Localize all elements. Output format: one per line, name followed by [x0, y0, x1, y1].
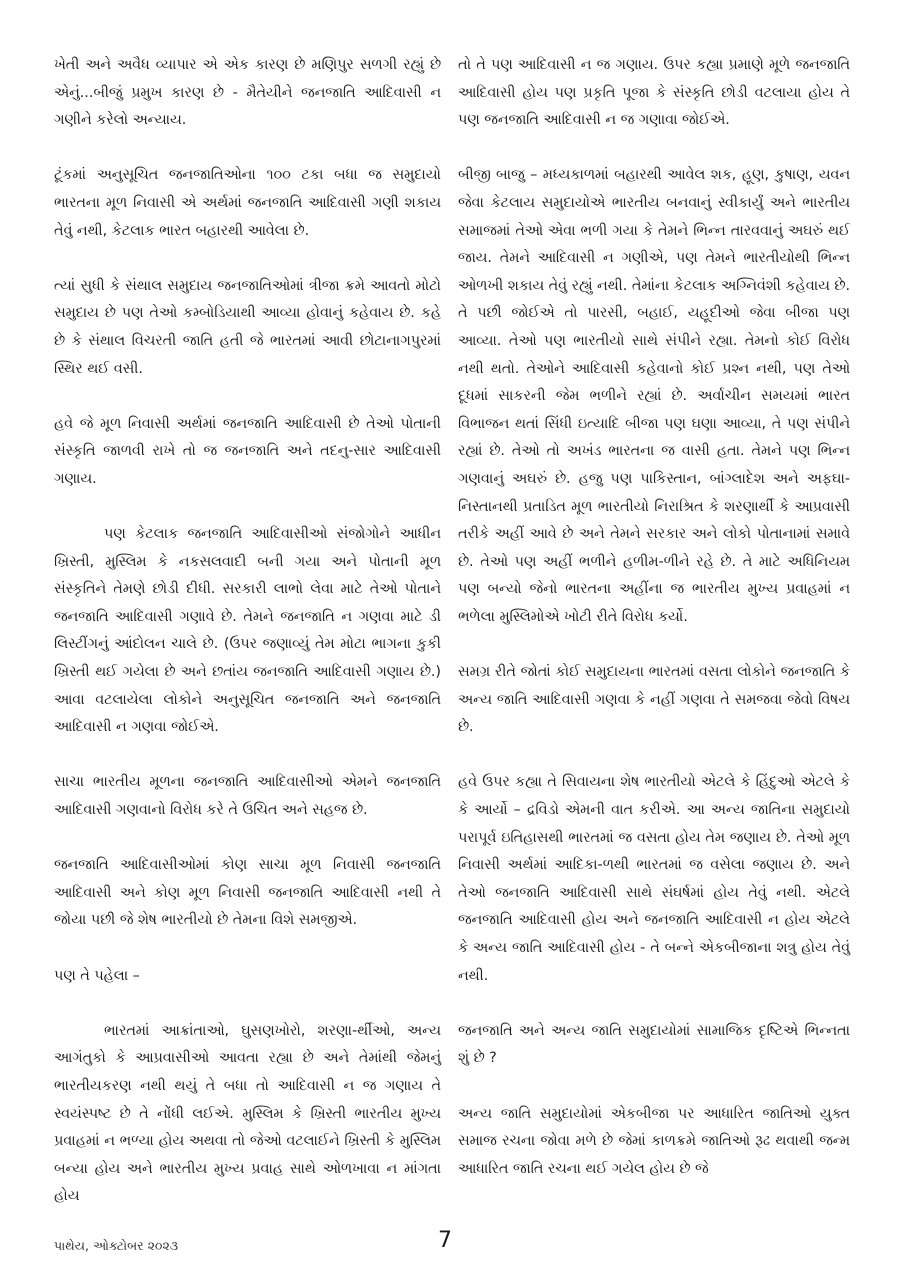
paragraph: હવે ઉપર કહ્યા તે સિવાયના શેષ ભારતીયો એટલે કે હિંદુઓ એટલે કે કે આર્યો – દ્રવિડો એમની વાત કરીએ. આ અન્ય જાતિના સમુદાયો પરાપૂર્વ ઇતિહાસથી ભારતમાં જ વસતા હોય તેમ જણાય છે. તેઓ મૂળ નિવાસી અર્થમાં આદિકા-ળથી ભારતમાં જ વસેલા જણાય છે. અને તેઓ જનજાતિ આદિવાસી સાથે સંઘર્ષમાં હોય તેવું નથી. એટલે જનજાતિ આદિવાસી હોય અને જનજાતિ આદિવાસી ન હોય એટલે કે અન્ય જાતિ આદિવાસી હોય - તે બન્ને એકબીજાના શત્રુ હોય તેવું નથી.	[458, 774, 850, 984]
publication-footer: પાથેય, ઓક્ટોબર ૨૦૨૩	[54, 1238, 179, 1253]
paragraph: જનજાતિ આદિવાસીઓમાં કોણ સાચા મૂળ નિવાસી જનજાતિ આદિવાસી અને કોણ મૂળ નિવાસી જનજાતિ આદિવાસી નથી તે જોયા પછી જે શેષ ભારતીયો છે તેમના વિશે સમજીએ.	[54, 857, 441, 929]
paragraph: પણ કેટલાક જનજાતિ આદિવાસીઓ સંજોગોને આધીન ખ્રિસ્તી, મુસ્લિમ કે નકસલવાદી બની ગયા અને પોતાની મૂળ સંસ્કૃતિને તેમણે છોડી દીધી. સરકારી લાભો લેવા માટે તેઓ પોતાને જનજાતિ આદિવાસી ગણાવે છે. તેમને જનજાતિ ન ગણવા માટે ડી લિસ્ટીંગનું આંદોલન ચાલે છે. (ઉપર જણાવ્યું તેમ મોટા ભાગના કુકી ખ્રિસ્તી થઈ ગયેલા છે અને છતાંય જનજાતિ આદિવાસી ગણાય છે.) આવા વટલાયેલા લોકોને અનુસૂચિત જનજાતિ અને જનજાતિ આદિવાસી ન ગણવા જોઈએ.	[54, 526, 441, 736]
paragraph: ત્યાં સુધી કે સંથાલ સમુદાય જનજાતિઓમાં ત્રીજા ક્રમે આવતો મોટો સમુદાય છે પણ તેઓ કમ્બોડિયાથી આવ્યા હોવાનું કહેવાય છે. કહે છે કે સંથાલ વિચરતી જાતિ હતી જે ભારતમાં આવી છોટાનાગપુરમાં સ્થિર થઈ વસી.	[54, 277, 441, 377]
paragraph: ભારતમાં આક્રાંતાઓ, ઘુસણખોરો, શરણા-ર્થીઓ, અન્ય આગંતુકો કે આપ્રવાસીઓ આવતા રહ્યા છે અને તેમાંથી જેમનું ભારતીયકરણ નથી થયું તે બધા તો આદિવાસી ન જ ગણાય તે સ્વયંસ્પષ્ટ છે તે નોંધી લઈએ. મુસ્લિમ કે ખ્રિસ્તી ભારતીય મુખ્ય પ્રવાહમાં ન ભળ્યા હોય અથવા તો જેઓ વટલાઈને ખ્રિસ્તી કે મુસ્લિમ બન્યા હોય અને ભારતીય મુખ્ય પ્રવાહ સાથે ઓળખાવા ન માંગતા હોય	[54, 1022, 441, 1205]
paragraph: બીજી બાજુ – મધ્યકાળમાં બહારથી આવેલ શક, હૂણ, કુષાણ, યવન જેવા કેટલાય સમુદાયોએ ભારતીય બનવાનું સ્વીકાર્યું અને ભારતીય સમાજમાં તેઓ એવા ભળી ગયા કે તેમને ભિન્ન તારવવાનું અઘરું થઈ જાય. તેમને આદિવાસી ન ગણીએ, પણ તેમને ભારતીયોથી ભિન્ન ઓળખી શકાય તેવું રહ્યું નથી. તેમાંના કેટલાક અગ્નિવંશી કહેવાય છે. તે પછી જોઈએ તો પારસી, બહાઈ, યહૂદીઓ જેવા બીજા પણ આવ્યા. તેઓ પણ ભારતીયો સાથે સંપીને રહ્યા. તેમનો કોઈ વિરોધ નથી થતો. તેઓને આદિવાસી કહેવાનો કોઈ પ્રશ્ન નથી, પણ તેઓ દૂધમાં સાકરની જેમ ભળીને રહ્યાં છે. અર્વાચીન સમયમાં ભારત વિભાજન થતાં સિંધી ઇત્યાદિ બીજા પણ ઘણા આવ્યા, તે પણ સંપીને રહ્યાં છે. તેઓ તો અખંડ ભારતના જ વાસી હતા. તેમને પણ ભિન્ન ગણવાનું અઘરું છે. હજુ પણ પાકિસ્તાન, બાંગ્લાદેશ અને અફઘા-નિસ્તાનથી પ્રતાડિત મૂળ ભારતીયો નિરાશ્રિત કે શરણાર્થી કે આપ્રવાસી તરીકે અહીં આવે છે અને તેમને સરકાર અને લોકો પોતાનામાં સમાવે છે. તેઓ પણ અહીં ભળીને હળીમ-ળીને રહે છે. તે માટે અધિનિયમ પણ બન્યો જેનો ભારતના અહીંના જ ભારતીય મુખ્ય પ્રવાહમાં ન ભળેલા મુસ્લિમોએ ખોટી રીતે વિરોધ કર્યો.	[458, 167, 850, 625]
left-column	[54, 52, 441, 1211]
paragraph: ટૂંકમાં અનુસૂચિત જનજાતિઓના ૧૦૦ ટકા બધા જ સમુદાયો ભારતના મૂળ નિવાસી એ અર્થમાં જનજાતિ આદિવાસી ગણી શકાય તેવું નથી, કેટલાક ભારત બહારથી આવેલા છે.	[54, 167, 441, 239]
paragraph: અન્ય જાતિ સમુદાયોમાં એકબીજા પર આધારિત જાતિઓ યુક્ત સમાજ રચના જોવા મળે છે જેમાં કાળક્રમે જાતિઓ રૂઢ થવાથી જન્મ આધારિત જાતિ રચના થઈ ગયેલ હોય છે જે	[458, 1105, 850, 1177]
paragraph: હવે જે મૂળ નિવાસી અર્થમાં જનજાતિ આદિવાસી છે તેઓ પોતાની સંસ્કૃતિ જાળવી રાખે તો જ જનજાતિ અને તદનુ-સાર આદિવાસી ગણાય.	[54, 415, 441, 487]
paragraph: પણ તે પહેલા –	[54, 967, 140, 984]
paragraph: તો તે પણ આદિવાસી ન જ ગણાય. ઉપર કહ્યા પ્રમાણે મૂળે જનજાતિ આદિવાસી હોય પણ પ્રકૃતિ પૂજા કે સંસ્કૃતિ છોડી વટલાયા હોય તે પણ જનજાતિ આદિવાસી ન જ ગણાવા જોઈએ.	[458, 57, 850, 129]
subheading-question: જનજાતિ અને અન્ય જાતિ સમુદાયોમાં સામાજિક દૃષ્ટિએ ભિન્નતા શું છે ?	[458, 1022, 850, 1067]
paragraph: સાચા ભારતીય મૂળના જનજાતિ આદિવાસીઓ એમને જનજાતિ આદિવાસી ગણવાનો વિરોધ કરે તે ઉચિત અને સહજ છે.	[54, 774, 441, 819]
right-column	[458, 52, 850, 1183]
page-number: 7	[438, 1228, 452, 1253]
paragraph: ખેતી અને અવૈધ વ્યાપાર એ એક કારણ છે મણિપુર સળગી રહ્યું છે એનું...બીજું પ્રમુખ કારણ છે - મૈતેયીને જનજાતિ આદિવાસી ન ગણીને કરેલો અન્યાય.	[54, 57, 441, 129]
paragraph: સમગ્ર રીતે જોતાં કોઈ સમુદાયના ભારતમાં વસતા લોકોને જનજાતિ કે અન્ય જાતિ આદિવાસી ગણવા કે નહીં ગણવા તે સમજવા જેવો વિષય છે.	[458, 664, 850, 736]
